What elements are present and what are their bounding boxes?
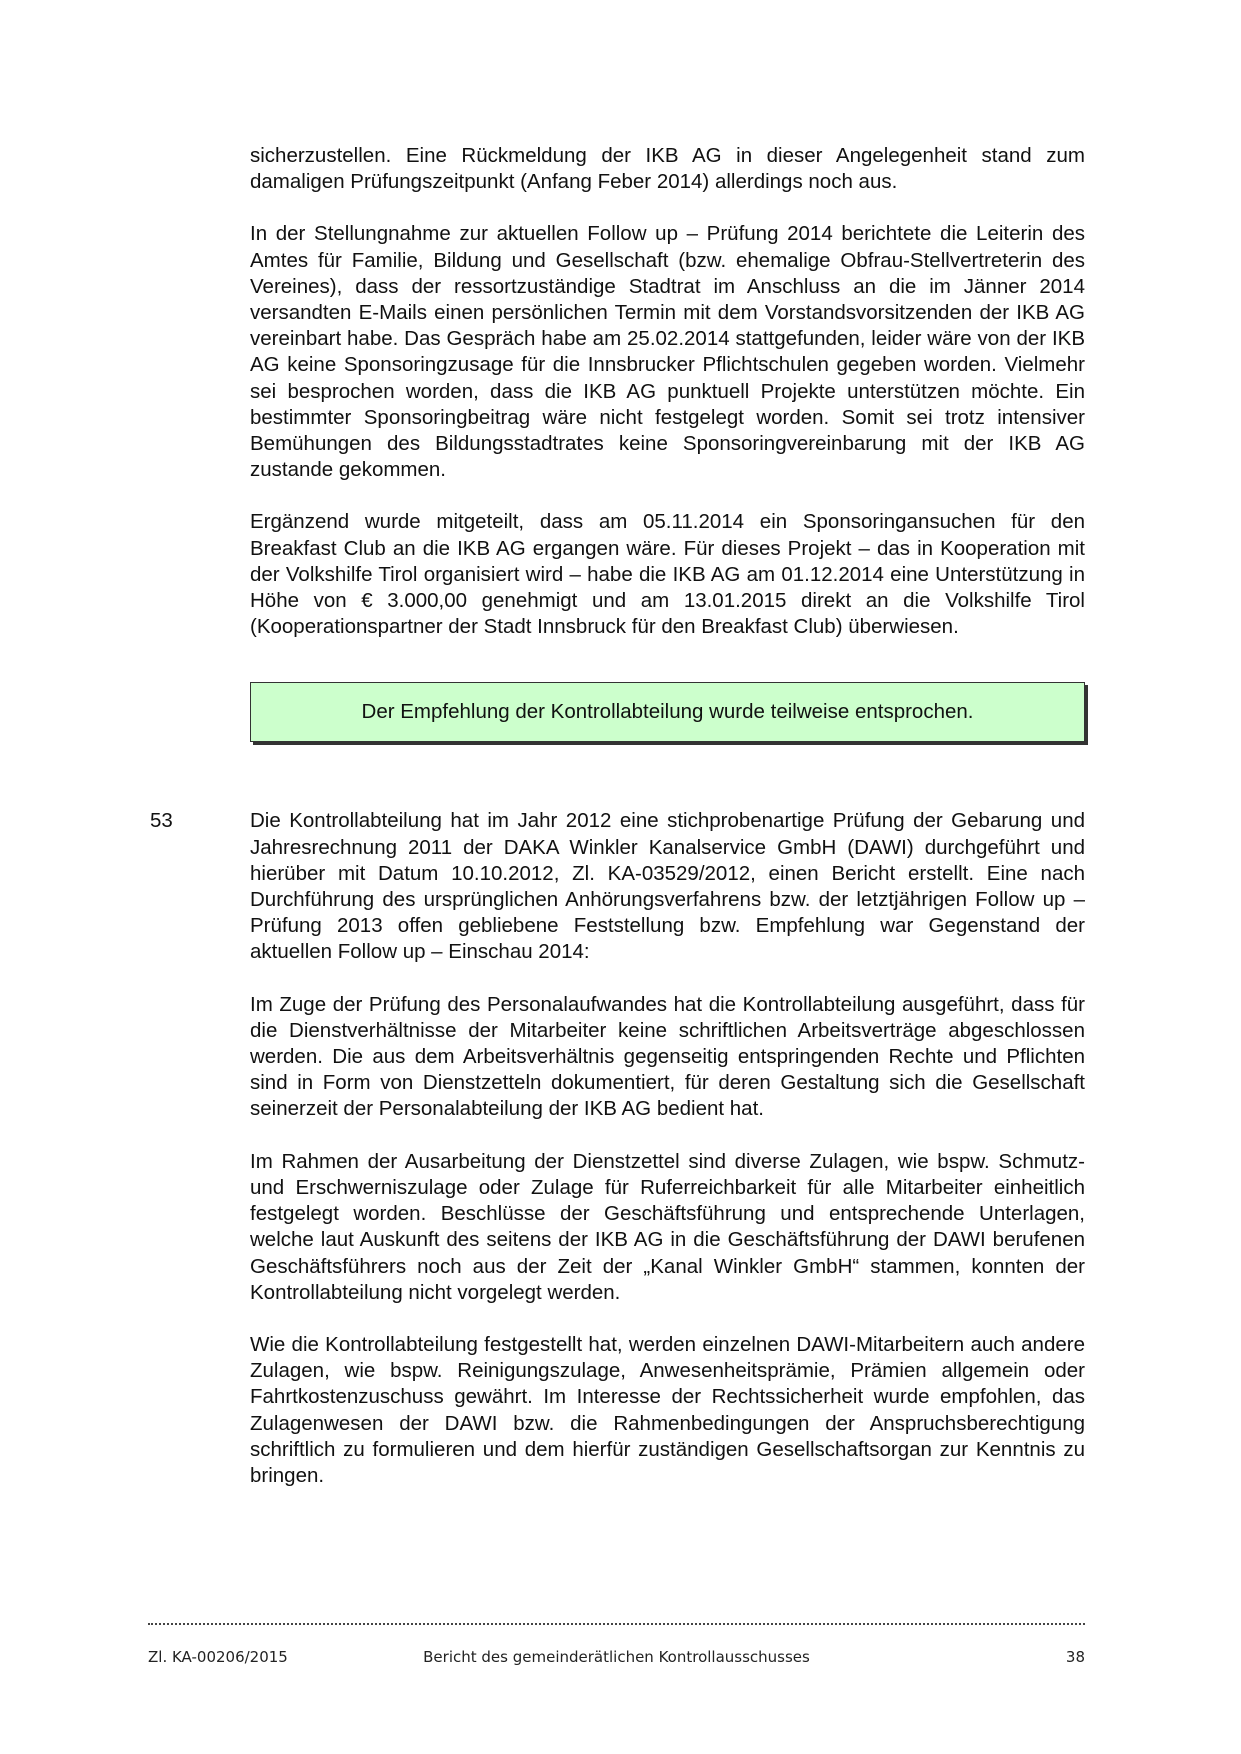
footer-divider: [148, 1623, 1085, 1625]
paragraph: Im Zuge der Prüfung des Personalaufwandes hat die Kontrollabteilung ausgeführt, dass für die Dienstverhältnisse der Mitarbeiter keine schriftlichen Arbeitsverträge abgeschlossen werden. Die aus dem Arbeitsverhältnis gegenseitig entspringenden Rechte und Pflichten sind in Form von Dienstzetteln dokumentiert, für deren Gestaltung sich die Gesellschaft seinerzeit der Personalabteilung der IKB AG bedient hat.: [250, 992, 1085, 1121]
footer-reference: Zl. KA-00206/2015: [148, 1648, 288, 1666]
paragraph: Ergänzend wurde mitgeteilt, dass am 05.11.2014 ein Sponsoringansuchen für den Breakfast Club an die IKB AG ergangen wäre. Für dieses Projekt – das in Kooperation mit der Volkshilfe Tirol organisiert wird – habe die IKB AG am 01.12.2014 eine Unterstützung in Höhe von € 3.000,00 genehmigt und am 13.01.2015 direkt an die Volkshilfe Tirol (Kooperationspartner der Stadt Innsbruck für den Breakfast Club) überwiesen.: [250, 510, 1085, 639]
page-content: [150, 143, 1085, 1515]
paragraph: Wie die Kontrollabteilung festgestellt hat, werden einzelnen DAWI-Mitarbeitern auch andere Zulagen, wie bspw. Reinigungszulage, Anwesenheitsprämie, Prämien allgemein oder Fahrtkostenzuschuss gewährt. Im Interesse der Rechtssicherheit wurde empfohlen, das Zulagenwesen der DAWI bzw. die Rahmenbedingungen der Anspruchsberechtigung schriftlich zu formulieren und dem hierfür zuständigen Gesellschaftsorgan zur Kenntnis zu bringen.: [250, 1332, 1085, 1487]
paragraph: Die Kontrollabteilung hat im Jahr 2012 eine stichprobenartige Prüfung der Gebarung und Jahresrechnung 2011 der DAKA Winkler Kanalservice GmbH (DAWI) durchgeführt und hierüber mit Datum 10.10.2012, Zl. KA-03529/2012, einen Bericht erstellt. Eine nach Durchführung des ursprünglichen Anhörungsverfahrens bzw. der letztjährigen Follow up – Prüfung 2013 offen gebliebene Feststellung bzw. Empfehlung war Gegenstand der aktuellen Follow up – Einschau 2014:: [250, 809, 1085, 964]
footer-title: Bericht des gemeinderätlichen Kontrollausschusses: [423, 1648, 810, 1666]
section-53: [150, 808, 1085, 965]
recommendation-status-text: Der Empfehlung der Kontrollabteilung wurde teilweise entsprochen.: [361, 700, 974, 724]
paragraph: sicherzustellen. Eine Rückmeldung der IKB AG in dieser Angelegenheit stand zum damaligen Prüfungszeitpunkt (Anfang Feber 2014) allerdings noch aus.: [250, 144, 1085, 194]
recommendation-status-box: [250, 682, 1085, 742]
paragraph: Im Rahmen der Ausarbeitung der Dienstzettel sind diverse Zulagen, wie bspw. Schmutz- und Erschwerniszulage oder Zulage für Ruferreichbarkeit für alle Mitarbeiter einheitlich festgelegt worden. Beschlüsse der Geschäftsführung und entsprechende Unterlagen, welche laut Auskunft des seitens der IKB AG in die Geschäftsführung der DAWI berufenen Geschäftsführers noch aus der Zeit der „Kanal Winkler GmbH“ stammen, konnten der Kontrollabteilung nicht vorgelegt werden.: [250, 1149, 1085, 1304]
section-number: 53: [150, 809, 173, 833]
page-number: 38: [1065, 1648, 1085, 1666]
paragraph: In der Stellungnahme zur aktuellen Follow up – Prüfung 2014 berichtete die Leiterin des Amtes für Familie, Bildung und Gesellschaft (bzw. ehemalige Obfrau-Stellvertreterin des Vereines), dass der ressortzuständige Stadtrat im Anschluss an die im Jänner 2014 versandten E-Mails einen persönlichen Termin mit dem Vorstandsvorsitzenden der IKB AG vereinbart habe. Das Gespräch habe am 25.02.2014 stattgefunden, leider wäre von der IKB AG keine Sponsoringzusage für die Innsbrucker Pflichtschulen gegeben worden. Vielmehr sei besprochen worden, dass die IKB AG punktuell Projekte unterstützen möchte. Ein bestimmter Sponsoringbeitrag wäre nicht festgelegt worden. Somit sei trotz intensiver Bemühungen des Bildungsstadtrates keine Sponsoringvereinbarung mit der IKB AG zustande gekommen.: [250, 222, 1085, 482]
